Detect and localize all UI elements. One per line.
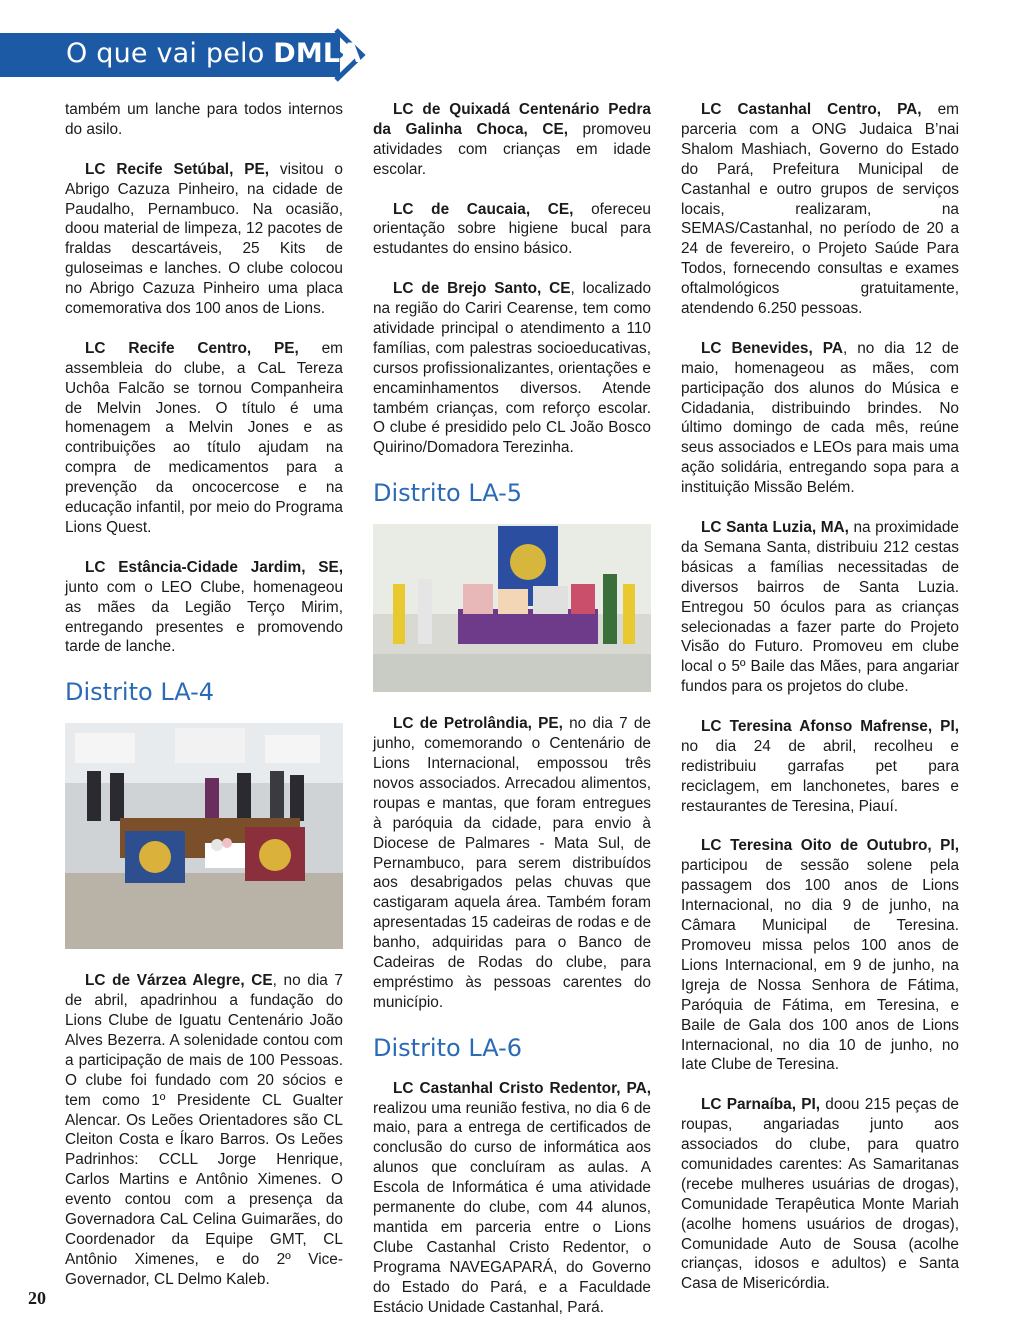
paragraph: LC de Caucaia, CE, ofereceu orientação sobre higiene bucal para estudantes do ensino básico.: [373, 200, 651, 258]
section-heading-la4: Distrito LA-4: [65, 678, 215, 707]
section-heading-la5: Distrito LA-5: [373, 479, 523, 508]
page-number: 20: [28, 1288, 46, 1308]
paragraph: LC Castanhal Cristo Redentor, PA, realizou uma reunião festiva, no dia 6 de maio, para a entrega de certificados de conclusão do curso de informática aos alunos que concluíram as aulas. A Escola de Informática é uma atividade permanente do clube, com 44 alunos, mantida em parceria entre o Lions Clube Castanhal Cristo Redentor, o Programa NAVEGAPARÁ, do Governo do Estado do Pará, e a Faculdade Estácio Unidade Castanhal, Pará.: [373, 1079, 651, 1316]
section-header-title: [66, 38, 361, 69]
paragraph: LC Castanhal Centro, PA, em parceria com a ONG Judaica B’nai Shalom Mashiach, Governo do Estado do Pará, Prefeitura Municipal de Castanhal e outro grupos de serviços locais, realizaram, na SEMAS/Castanhal, no período de 20 a 24 de fevereiro, o Projeto Saúde Para Todos, fornecendo consultas e exames oftalmológicos gratuitamente, atendendo 6.250 pessoas.: [681, 101, 959, 318]
column-2: [373, 100, 651, 1337]
paragraph: LC Parnaíba, PI, doou 215 peças de roupas, angariadas junto aos associados do clube, para quatro comunidades carentes: As Samaritanas (recebe mulheres usuárias de drogas), Comunidade Terapêutica Monte Mariah (acolhe homens usuários de drogas), Comunidade Auto de Sousa (acolhe crianças, idosos e adultos) e Santa Casa de Misericórdia.: [681, 1096, 959, 1293]
column-3: [681, 100, 959, 1314]
paragraph: também um lanche para todos internos do asilo.: [65, 101, 343, 138]
donation-photo: [373, 524, 651, 692]
paragraph: LC de Petrolândia, PE, no dia 7 de junho, comemorando o Centenário de Lions Internacional, empossou três novos associados. Arrecadou alimentos, roupas e mantas, que foram entregues à paróquia da cidade, para envio à Diocese de Palmares - Mata Sul, de Pernambuco, para serem distribuídos aos desabrigados pelas chuvas que castigaram aquela área. Também foram apresentadas 15 cadeiras de rodas e de banho, adquiridas para o Banco de Cadeiras de Rodas do clube, para empréstimo às pessoas carentes do município.: [373, 715, 651, 1011]
paragraph: LC Recife Centro, PE, em assembleia do clube, a CaL Tereza Uchôa Falcão se tornou Companheira de Melvin Jones. O título é uma homenagem a Melvin Jones e as contribuições ao título ajudam na compra de medicamentos para a prevenção da oncocercose e na educação infantil, por meio do Programa Lions Quest.: [65, 339, 343, 536]
header-title-prefix: O que vai pelo: [66, 38, 274, 69]
paragraph: LC Estância-Cidade Jardim, SE, junto com o LEO Clube, homenageou as mães da Legião Terço Mirim, entregando presentes e promovendo tarde de lanche.: [65, 558, 343, 656]
section-heading-la6: Distrito LA-6: [373, 1033, 523, 1062]
paragraph: LC de Quixadá Centenário Pedra da Galinha Choca, CE, promoveu atividades com crianças em idade escolar.: [373, 101, 651, 178]
paragraph: LC Recife Setúbal, PE, visitou o Abrigo Cazuza Pinheiro, na cidade de Paudalho, Pernambuco. Na ocasião, doou material de limpeza, 12 pacotes de fraldas descartáveis, 25 Kits de guloseimas e lanches. O clube colocou no Abrigo Cazuza Pinheiro uma placa comemorativa dos 100 anos de Lions.: [65, 160, 343, 318]
paragraph: LC Teresina Afonso Mafrense, PI, no dia 24 de abril, recolheu e redistribuiu garrafas pet para reciclagem, em lanchonetes, bares e restaurantes de Teresina, Piauí.: [681, 718, 959, 815]
column-1: [65, 100, 343, 1310]
event-photo: [65, 723, 343, 949]
paragraph: LC Teresina Oito de Outubro, PI, participou de sessão solene pela passagem dos 100 anos de Lions Internacional, no dia 9 de junho, na Câmara Municipal de Teresina. Promoveu missa pelos 100 anos de Lions Internacional, em 9 de junho, na Igreja de Nossa Senhora de Fátima, Paróquia de Fátima, em Teresina, e Baile de Gala dos 100 anos de Lions Internacional, no dia 10 de junho, no Iate Clube de Teresina.: [681, 837, 959, 1074]
paragraph: LC Santa Luzia, MA, na proximidade da Semana Santa, distribuiu 212 cestas básicas a famílias necessitadas de diversos bairros de Santa Luzia. Entregou 50 óculos para as crianças selecionadas a fazer parte do Projeto Visão do Futuro. Promoveu em clube local o 5º Baile das Mães, para angariar fundos para os projetos do clube.: [681, 519, 959, 696]
paragraph: LC de Brejo Santo, CE, localizado na região do Cariri Cearense, tem como atividade principal o atendimento a 110 famílias, com palestras socioeducativas, cursos profissionalizantes, orientações e encaminhamentos diversos. Atende também crianças, com reforço escolar. O clube é presidido pelo CL João Bosco Quirino/Domadora Terezinha.: [373, 280, 651, 457]
header-title-bold: DMLA: [273, 38, 362, 69]
paragraph: LC de Várzea Alegre, CE, no dia 7 de abril, apadrinhou a fundação do Lions Clube de Iguatu Centenário João Alves Bezerra. A solenidade contou com a participação de mais de 100 Pessoas. O clube foi fundado com 20 sócios e tem como 1º Presidente CL Gualter Alencar. Os Leões Orientadores são CL Cleiton Costa e Íkaro Barros. Os Leões Padrinhos: CCLL Jorge Henrique, Carlos Martins e Antônio Ximenes. O evento contou com a presença da Governadora CaL Celina Guimarães, do Coordenador da Equipe GMT, CL Antônio Ximenes, e do 2º Vice-Governador, CL Delmo Kaleb.: [65, 972, 343, 1288]
paragraph: LC Benevides, PA, no dia 12 de maio, homenageou as mães, com participação dos alunos do Música e Cidadania, distribuindo brindes. No último domingo de cada mês, reúne seus associados e LEOs para mais uma ação solidária, entregando sopa para a instituição Missão Belém.: [681, 339, 959, 497]
